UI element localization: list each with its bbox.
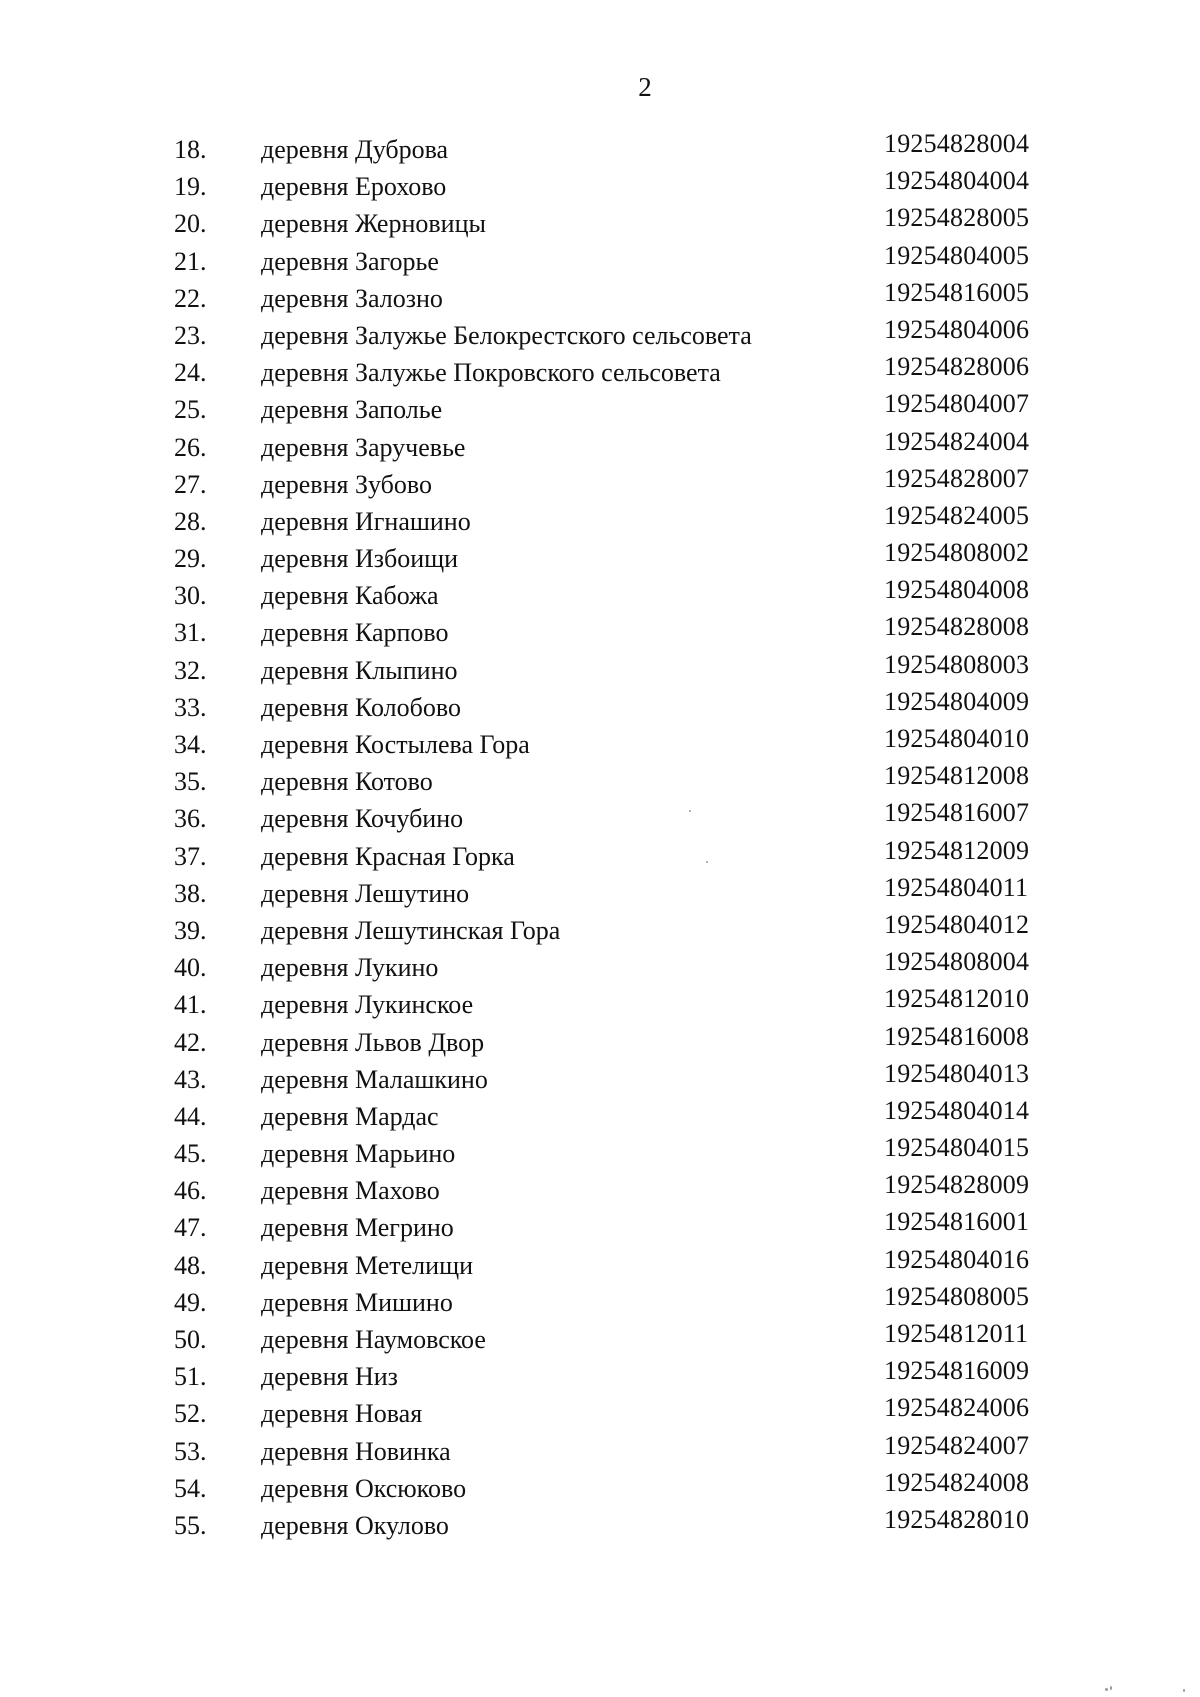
- entry-number: 31.: [174, 618, 207, 648]
- oktmo-code: 19254804009: [884, 686, 1030, 716]
- oktmo-code: 19254812010: [884, 984, 1030, 1014]
- entry-number: 29.: [174, 544, 207, 574]
- entry-number: 41.: [174, 990, 207, 1020]
- entry-number: 33.: [174, 692, 207, 722]
- settlement-name: деревня Избоищи: [261, 544, 459, 574]
- oktmo-code: 19254804010: [884, 724, 1030, 753]
- settlement-name: деревня Дуброва: [261, 135, 449, 164]
- entry-number: 27.: [174, 469, 207, 499]
- entry-number: 54.: [174, 1473, 207, 1503]
- oktmo-code: 19254812011: [884, 1319, 1029, 1348]
- settlement-name: деревня Залозно: [261, 283, 443, 313]
- settlement-name: деревня Кабожа: [261, 581, 439, 611]
- oktmo-code: 19254808003: [884, 649, 1030, 679]
- scan-speck: [1183, 1689, 1185, 1692]
- oktmo-code: 19254804014: [884, 1095, 1030, 1125]
- settlement-name: деревня Жерновицы: [261, 209, 486, 239]
- oktmo-code: 19254828007: [884, 463, 1030, 493]
- settlement-name: деревня Новинка: [261, 1436, 451, 1466]
- oktmo-code: 19254808005: [884, 1281, 1030, 1311]
- oktmo-code: 19254804005: [884, 240, 1030, 270]
- oktmo-code: 19254804008: [884, 575, 1030, 605]
- settlement-name: деревня Лешутинская Гора: [261, 915, 561, 945]
- settlement-name: деревня Марьино: [261, 1139, 456, 1169]
- oktmo-code: 19254812009: [884, 835, 1030, 865]
- entry-number: 25.: [174, 395, 207, 425]
- settlement-name: деревня Мегрино: [261, 1213, 454, 1243]
- settlement-name: деревня Львов Двор: [261, 1027, 485, 1057]
- oktmo-code: 19254824006: [884, 1393, 1030, 1423]
- page-number: 2: [638, 72, 652, 102]
- list-item: [0, 1504, 1200, 1544]
- oktmo-code: 19254808002: [884, 538, 1030, 568]
- entry-number: 46.: [174, 1176, 207, 1206]
- settlement-name: деревня Мардас: [261, 1101, 439, 1131]
- settlement-name: деревня Окулово: [261, 1510, 449, 1540]
- settlement-name: деревня Новая: [261, 1399, 423, 1429]
- oktmo-code: 19254816007: [884, 798, 1030, 828]
- oktmo-code: 19254824005: [884, 500, 1030, 530]
- oktmo-code: 19254808004: [884, 947, 1030, 977]
- oktmo-code: 19254804016: [884, 1244, 1030, 1274]
- settlement-name: деревня Лукинское: [261, 990, 474, 1020]
- entry-number: 22.: [174, 283, 207, 313]
- oktmo-code: 19254804011: [884, 872, 1029, 902]
- settlement-name: деревня Махово: [261, 1176, 440, 1206]
- entry-number: 43.: [174, 1064, 207, 1094]
- oktmo-code: 19254804015: [884, 1133, 1030, 1163]
- entry-number: 32.: [174, 655, 207, 685]
- entry-number: 38.: [174, 878, 207, 908]
- entry-number: 19.: [174, 172, 207, 202]
- entry-number: 20.: [174, 209, 207, 239]
- entry-number: 42.: [174, 1027, 207, 1057]
- entry-number: 30.: [174, 581, 207, 611]
- entry-number: 35.: [174, 767, 207, 797]
- settlement-name: деревня Лукино: [261, 953, 439, 983]
- settlement-name: деревня Зубово: [261, 469, 432, 499]
- entry-number: 53.: [174, 1436, 207, 1466]
- settlement-name: деревня Заручевье: [261, 432, 466, 462]
- oktmo-code: 19254824004: [884, 426, 1030, 456]
- settlement-name: деревня Котово: [261, 767, 433, 797]
- settlement-name: деревня Лешутино: [261, 878, 470, 908]
- entry-number: 49.: [174, 1287, 207, 1317]
- settlement-name: деревня Метелищи: [261, 1250, 473, 1280]
- oktmo-code: 19254804012: [884, 909, 1030, 939]
- entry-number: 39.: [174, 915, 207, 945]
- entry-number: 37.: [174, 841, 207, 871]
- settlement-name: деревня Ерохово: [261, 172, 447, 202]
- oktmo-code: 19254828004: [884, 129, 1030, 158]
- oktmo-code: 19254816005: [884, 277, 1030, 307]
- settlement-name: деревня Красная Горка: [261, 841, 515, 871]
- oktmo-code: 19254824007: [884, 1430, 1030, 1460]
- settlement-name: деревня Колобово: [261, 692, 461, 722]
- settlement-name: деревня Заполье: [261, 395, 443, 425]
- settlement-name: деревня Малашкино: [261, 1064, 488, 1094]
- entry-number: 55.: [174, 1510, 207, 1540]
- scan-speck: [1105, 1688, 1108, 1691]
- settlement-name: деревня Клыпино: [261, 655, 458, 685]
- oktmo-code: 19254828009: [884, 1170, 1030, 1200]
- entry-number: 51.: [174, 1362, 207, 1392]
- oktmo-code: 19254828010: [884, 1504, 1030, 1534]
- oktmo-code: 19254816001: [884, 1207, 1030, 1237]
- settlement-name: деревня Залужье Белокрестского сельсовета: [261, 320, 752, 350]
- settlement-name: деревня Залужье Покровского сельсовета: [261, 358, 721, 388]
- entry-number: 50.: [174, 1325, 207, 1354]
- settlement-name: деревня Наумовское: [261, 1325, 486, 1354]
- settlement-name: деревня Загорье: [261, 246, 439, 276]
- oktmo-code: 19254816008: [884, 1021, 1030, 1051]
- settlement-name: деревня Игнашино: [261, 506, 471, 536]
- settlement-name: деревня Карпово: [261, 618, 449, 648]
- scan-speck: [706, 861, 708, 863]
- settlement-name: деревня Низ: [261, 1362, 398, 1392]
- settlement-list: [0, 131, 1200, 1544]
- oktmo-code: 19254828008: [884, 612, 1030, 642]
- entry-number: 23.: [174, 320, 207, 350]
- oktmo-code: 19254828005: [884, 203, 1030, 233]
- entry-number: 40.: [174, 953, 207, 983]
- entry-number: 21.: [174, 246, 207, 276]
- settlement-name: деревня Кочубино: [261, 804, 464, 834]
- settlement-name: деревня Оксюково: [261, 1473, 467, 1503]
- entry-number: 34.: [174, 730, 207, 759]
- entry-number: 52.: [174, 1399, 207, 1429]
- entry-number: 44.: [174, 1101, 207, 1131]
- scan-speck: [689, 810, 691, 812]
- oktmo-code: 19254804007: [884, 389, 1030, 419]
- entry-number: 48.: [174, 1250, 207, 1280]
- oktmo-code: 19254804006: [884, 314, 1030, 344]
- oktmo-code: 19254828006: [884, 352, 1030, 382]
- entry-number: 28.: [174, 506, 207, 536]
- oktmo-code: 19254824008: [884, 1467, 1030, 1497]
- oktmo-code: 19254804013: [884, 1058, 1030, 1088]
- entry-number: 36.: [174, 804, 207, 834]
- entry-number: 26.: [174, 432, 207, 462]
- entry-number: 24.: [174, 358, 207, 388]
- scan-speck: [1110, 1686, 1112, 1690]
- entry-number: 18.: [174, 135, 207, 164]
- oktmo-code: 19254804004: [884, 166, 1030, 196]
- entry-number: 45.: [174, 1139, 207, 1169]
- oktmo-code: 19254816009: [884, 1356, 1030, 1386]
- entry-number: 47.: [174, 1213, 207, 1243]
- settlement-name: деревня Мишино: [261, 1287, 453, 1317]
- settlement-name: деревня Костылева Гора: [261, 730, 530, 759]
- oktmo-code: 19254812008: [884, 761, 1030, 791]
